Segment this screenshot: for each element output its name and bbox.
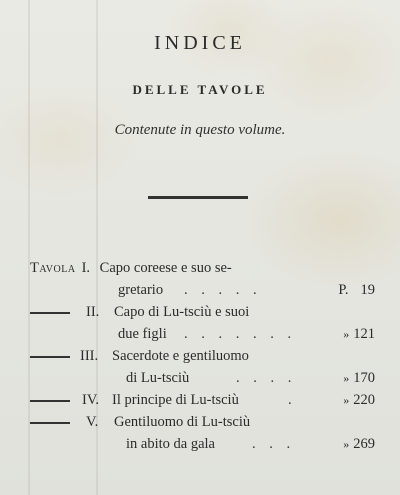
plate-title: Capo coreese e suo se- xyxy=(99,260,232,276)
page-note: Contenute in questo volume. xyxy=(114,122,286,138)
plate-numeral: II. xyxy=(86,304,100,320)
page-prefix: » xyxy=(343,327,350,341)
toc-entry-line xyxy=(30,389,375,411)
plate-title: Capo di Lu-tsciù e suoi xyxy=(114,304,250,320)
leader-dots: . . . . . xyxy=(184,282,262,298)
plate-numeral: III. xyxy=(80,348,99,364)
toc-entry-line xyxy=(30,411,375,433)
divider-rule xyxy=(148,196,248,199)
table-of-contents xyxy=(30,257,375,455)
toc-entry-line xyxy=(30,257,375,279)
page-prefix: » xyxy=(343,393,350,407)
page-reference xyxy=(343,367,375,389)
plate-numeral: V. xyxy=(86,414,99,430)
page-number: 220 xyxy=(353,392,375,408)
plate-title-continued: due figli xyxy=(118,326,167,342)
page-number: 170 xyxy=(353,370,375,386)
page-reference xyxy=(338,279,375,301)
plate-title: Il principe di Lu-tsciù xyxy=(112,392,239,408)
page-number: 121 xyxy=(353,326,375,342)
plate-title-continued: in abito da gala xyxy=(126,436,215,452)
page-title: INDICE xyxy=(154,32,246,54)
leader-dots: . xyxy=(288,392,297,408)
ditto-dash xyxy=(30,400,70,402)
plate-title: Sacerdote e gentiluomo xyxy=(112,348,249,364)
page-reference xyxy=(343,323,375,345)
toc-entry-line xyxy=(30,279,375,301)
toc-entry-line xyxy=(30,323,375,345)
plate-title: Gentiluomo di Lu-tsciù xyxy=(114,414,251,430)
page-subtitle: DELLE TAVOLE xyxy=(132,82,268,97)
ditto-dash xyxy=(30,422,70,424)
ditto-dash xyxy=(30,312,70,314)
plate-title-continued: gretario xyxy=(118,282,164,298)
toc-entry-line xyxy=(30,433,375,455)
plate-label: Tavola xyxy=(30,260,76,276)
page-reference xyxy=(343,433,375,455)
toc-entry-line xyxy=(30,367,375,389)
ditto-dash xyxy=(30,356,70,358)
page-prefix: » xyxy=(343,437,350,451)
leader-dots: . . . . . . . xyxy=(184,326,297,342)
plate-numeral: IV. xyxy=(82,392,100,408)
page-prefix: » xyxy=(343,371,350,385)
page-reference xyxy=(343,389,375,411)
plate-title-continued: di Lu-tsciù xyxy=(126,370,190,386)
page-number: 19 xyxy=(360,282,375,298)
toc-entry-line xyxy=(30,301,375,323)
plate-numeral: I. xyxy=(81,260,91,276)
page-number: 269 xyxy=(353,436,375,452)
page-prefix: P. xyxy=(338,282,349,298)
leader-dots: . . . . xyxy=(236,370,297,386)
toc-entry-line xyxy=(30,345,375,367)
leader-dots: . . . xyxy=(252,436,296,452)
